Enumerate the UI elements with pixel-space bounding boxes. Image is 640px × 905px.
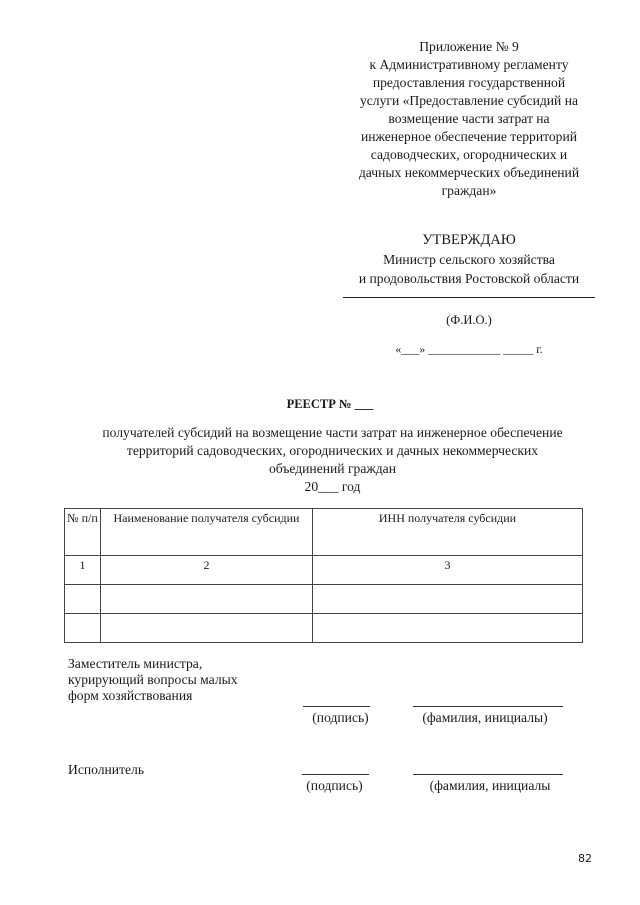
deputy-name-caption: (фамилия, инициалы): [422, 710, 548, 725]
table-row: [65, 556, 583, 585]
page-number: 82: [578, 852, 592, 865]
registry-subtitle-line: территорий садоводческих, огороднических и дачных некоммерческих: [126, 443, 539, 458]
table-row: [65, 585, 583, 614]
approval-title: УТВЕРЖДАЮ: [422, 232, 516, 248]
appendix-line: дачных некоммерческих объединений: [358, 165, 580, 180]
table-header-cell: № п/п: [65, 509, 101, 556]
appendix-line: к Административному регламенту: [369, 57, 569, 72]
approval-position-line: Министр сельского хозяйства: [383, 252, 555, 267]
executor-name-line: [413, 774, 563, 775]
executor-signature-line: [302, 774, 369, 775]
registry-table: [64, 508, 583, 643]
executor-label: Исполнитель: [68, 762, 145, 777]
appendix-line: возмещение части затрат на: [388, 111, 550, 126]
table-cell: [313, 585, 583, 614]
deputy-name-line: [413, 706, 563, 707]
table-cell: [313, 614, 583, 643]
table-header-cell: Наименование получателя субсидии: [101, 509, 313, 556]
registry-year-line: 20___ год: [304, 479, 361, 494]
appendix-block: [335, 38, 603, 200]
appendix-line: инженерное обеспечение территорий: [360, 129, 578, 144]
table-cell: 1: [65, 556, 101, 585]
table-cell: [101, 614, 313, 643]
approval-date: «___» ____________ _____ г.: [395, 342, 543, 356]
table-header-cell: ИНН получателя субсидии: [313, 509, 583, 556]
registry-subtitle-line: объединений граждан: [268, 461, 396, 476]
registry-subtitle-line: получателей субсидий на возмещение части затрат на инженерное обеспечение: [102, 425, 563, 440]
approval-fio-caption: (Ф.И.О.): [446, 313, 492, 327]
executor-name-caption: (фамилия, инициалы: [429, 778, 551, 793]
appendix-line: садоводческих, огороднических и: [370, 147, 568, 162]
approval-block: [335, 231, 603, 288]
appendix-line: граждан»: [441, 183, 497, 198]
deputy-signature-caption: (подпись): [312, 710, 369, 725]
appendix-line: предоставления государственной: [372, 75, 566, 90]
registry-subtitle: [60, 424, 605, 496]
approval-position-line: и продовольствия Ростовской области: [358, 271, 580, 286]
deputy-signature-line: [303, 706, 370, 707]
deputy-minister-line: курирующий вопросы малых: [68, 672, 238, 687]
deputy-minister-label: [68, 656, 298, 704]
deputy-minister-line: форм хозяйствования: [68, 688, 193, 703]
appendix-line: Приложение № 9: [419, 39, 519, 54]
table-cell: 3: [313, 556, 583, 585]
table-cell: [101, 585, 313, 614]
table-row: [65, 614, 583, 643]
registry-heading: РЕЕСТР № ___: [286, 397, 374, 411]
deputy-minister-line: Заместитель министра,: [68, 656, 203, 671]
executor-signature-caption: (подпись): [306, 778, 363, 793]
table-cell: [65, 614, 101, 643]
table-header-row: [65, 509, 583, 556]
approval-signature-line: [343, 297, 595, 298]
appendix-line: услуги «Предоставление субсидий на: [359, 93, 579, 108]
table-cell: [65, 585, 101, 614]
table-cell: 2: [101, 556, 313, 585]
